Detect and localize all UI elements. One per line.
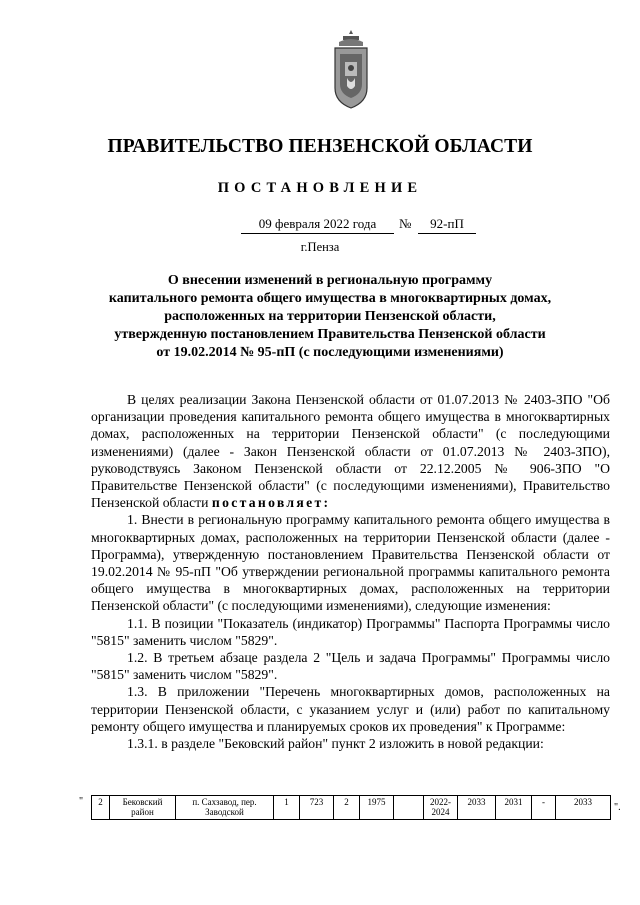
intro-paragraph [91, 391, 610, 511]
title-line: О внесении изменений в региональную программу [167, 273, 493, 288]
table-cell: п. Сахзавод, пер. Заводской [176, 796, 274, 820]
table-cell: 1975 [360, 796, 394, 820]
title-line: капитального ремонта общего имущества в многоквартирных домах, [108, 291, 552, 306]
table-cell: - [532, 796, 556, 820]
number-sign: № [399, 216, 412, 231]
table-cell [394, 796, 424, 820]
decides-word: постановляет: [211, 495, 331, 511]
table-cell: 723 [300, 796, 334, 820]
document-type: ПОСТАНОВЛЕНИЕ [217, 180, 423, 196]
document-title [60, 272, 600, 362]
title-line: от 19.02.2014 № 95-пП (с последующими изменениями) [156, 345, 504, 360]
clause-1-1: 1.1. В позиции "Показатель (индикатор) Программы" Паспорта Программы число "5815" заменить числом "5829". [91, 615, 610, 648]
government-name: ПРАВИТЕЛЬСТВО ПЕНЗЕНСКОЙ ОБЛАСТИ [107, 136, 533, 157]
building-table [91, 795, 611, 820]
title-line: утвержденную постановлением Правительства Пензенской области [114, 327, 546, 342]
coat-of-arms-emblem [329, 28, 373, 112]
table-cell: 2031 [496, 796, 532, 820]
document-date: 09 февраля 2022 года [241, 216, 394, 234]
table-close-quote: ". [614, 802, 621, 813]
table-cell: Бековский район [110, 796, 176, 820]
table-cell: 2033 [458, 796, 496, 820]
table-cell: 2033 [556, 796, 611, 820]
table-cell: 2 [92, 796, 110, 820]
document-number: 92-пП [418, 216, 476, 234]
intro-text: В целях реализации Закона Пензенской области от 01.07.2013 № 2403-ЗПО "Об организации проведения капитального ремонта общего имущества в многоквартирных домах, расположенных на территории Пензенской области" (с последующими изменениями) (далее - Закон Пензенской области от 01.07.2013 № 2403-ЗПО), руководствуясь Законом Пензенской области от 22.12.2005 № 906-ЗПО "О Правительстве Пензенской области" (с последующими изменениями), Правительство Пензенской области [91, 392, 610, 511]
clause-1-2: 1.2. В третьем абзаце раздела 2 "Цель и задача Программы" Программы число "5815" заменить числом "5829". [91, 650, 610, 683]
table-open-quote: " [79, 796, 84, 807]
document-city: г.Пенза [300, 240, 340, 254]
table-cell: 1 [274, 796, 300, 820]
document-body [91, 391, 610, 752]
table-row [92, 796, 611, 820]
clause-1: 1. Внести в региональную программу капитального ремонта общего имущества в многоквартирных домах, расположенных на территории Пензенской области (далее - Программа), утвержденную постановлением Правительства Пензенской области от 19.02.2014 № 95-пП "Об утверждении региональной программы капитального ремонта общего имущества в многоквартирных домах, расположенных на территории Пензенской области" (с последующими изменениями), следующие изменения: [91, 512, 610, 614]
table-cell: 2022-2024 [424, 796, 458, 820]
table-cell: 2 [334, 796, 360, 820]
title-line: расположенных на территории Пензенской области, [164, 309, 496, 324]
clause-1-3-1: 1.3.1. в разделе "Бековский район" пункт 2 изложить в новой редакции: [127, 736, 544, 752]
clause-1-3: 1.3. В приложении "Перечень многоквартирных домов, расположенных на территории Пензенской области, с указанием услуг и (или) работ по капитальному ремонту общего имущества и планируемых сроков их проведения" к Программе: [91, 684, 610, 734]
